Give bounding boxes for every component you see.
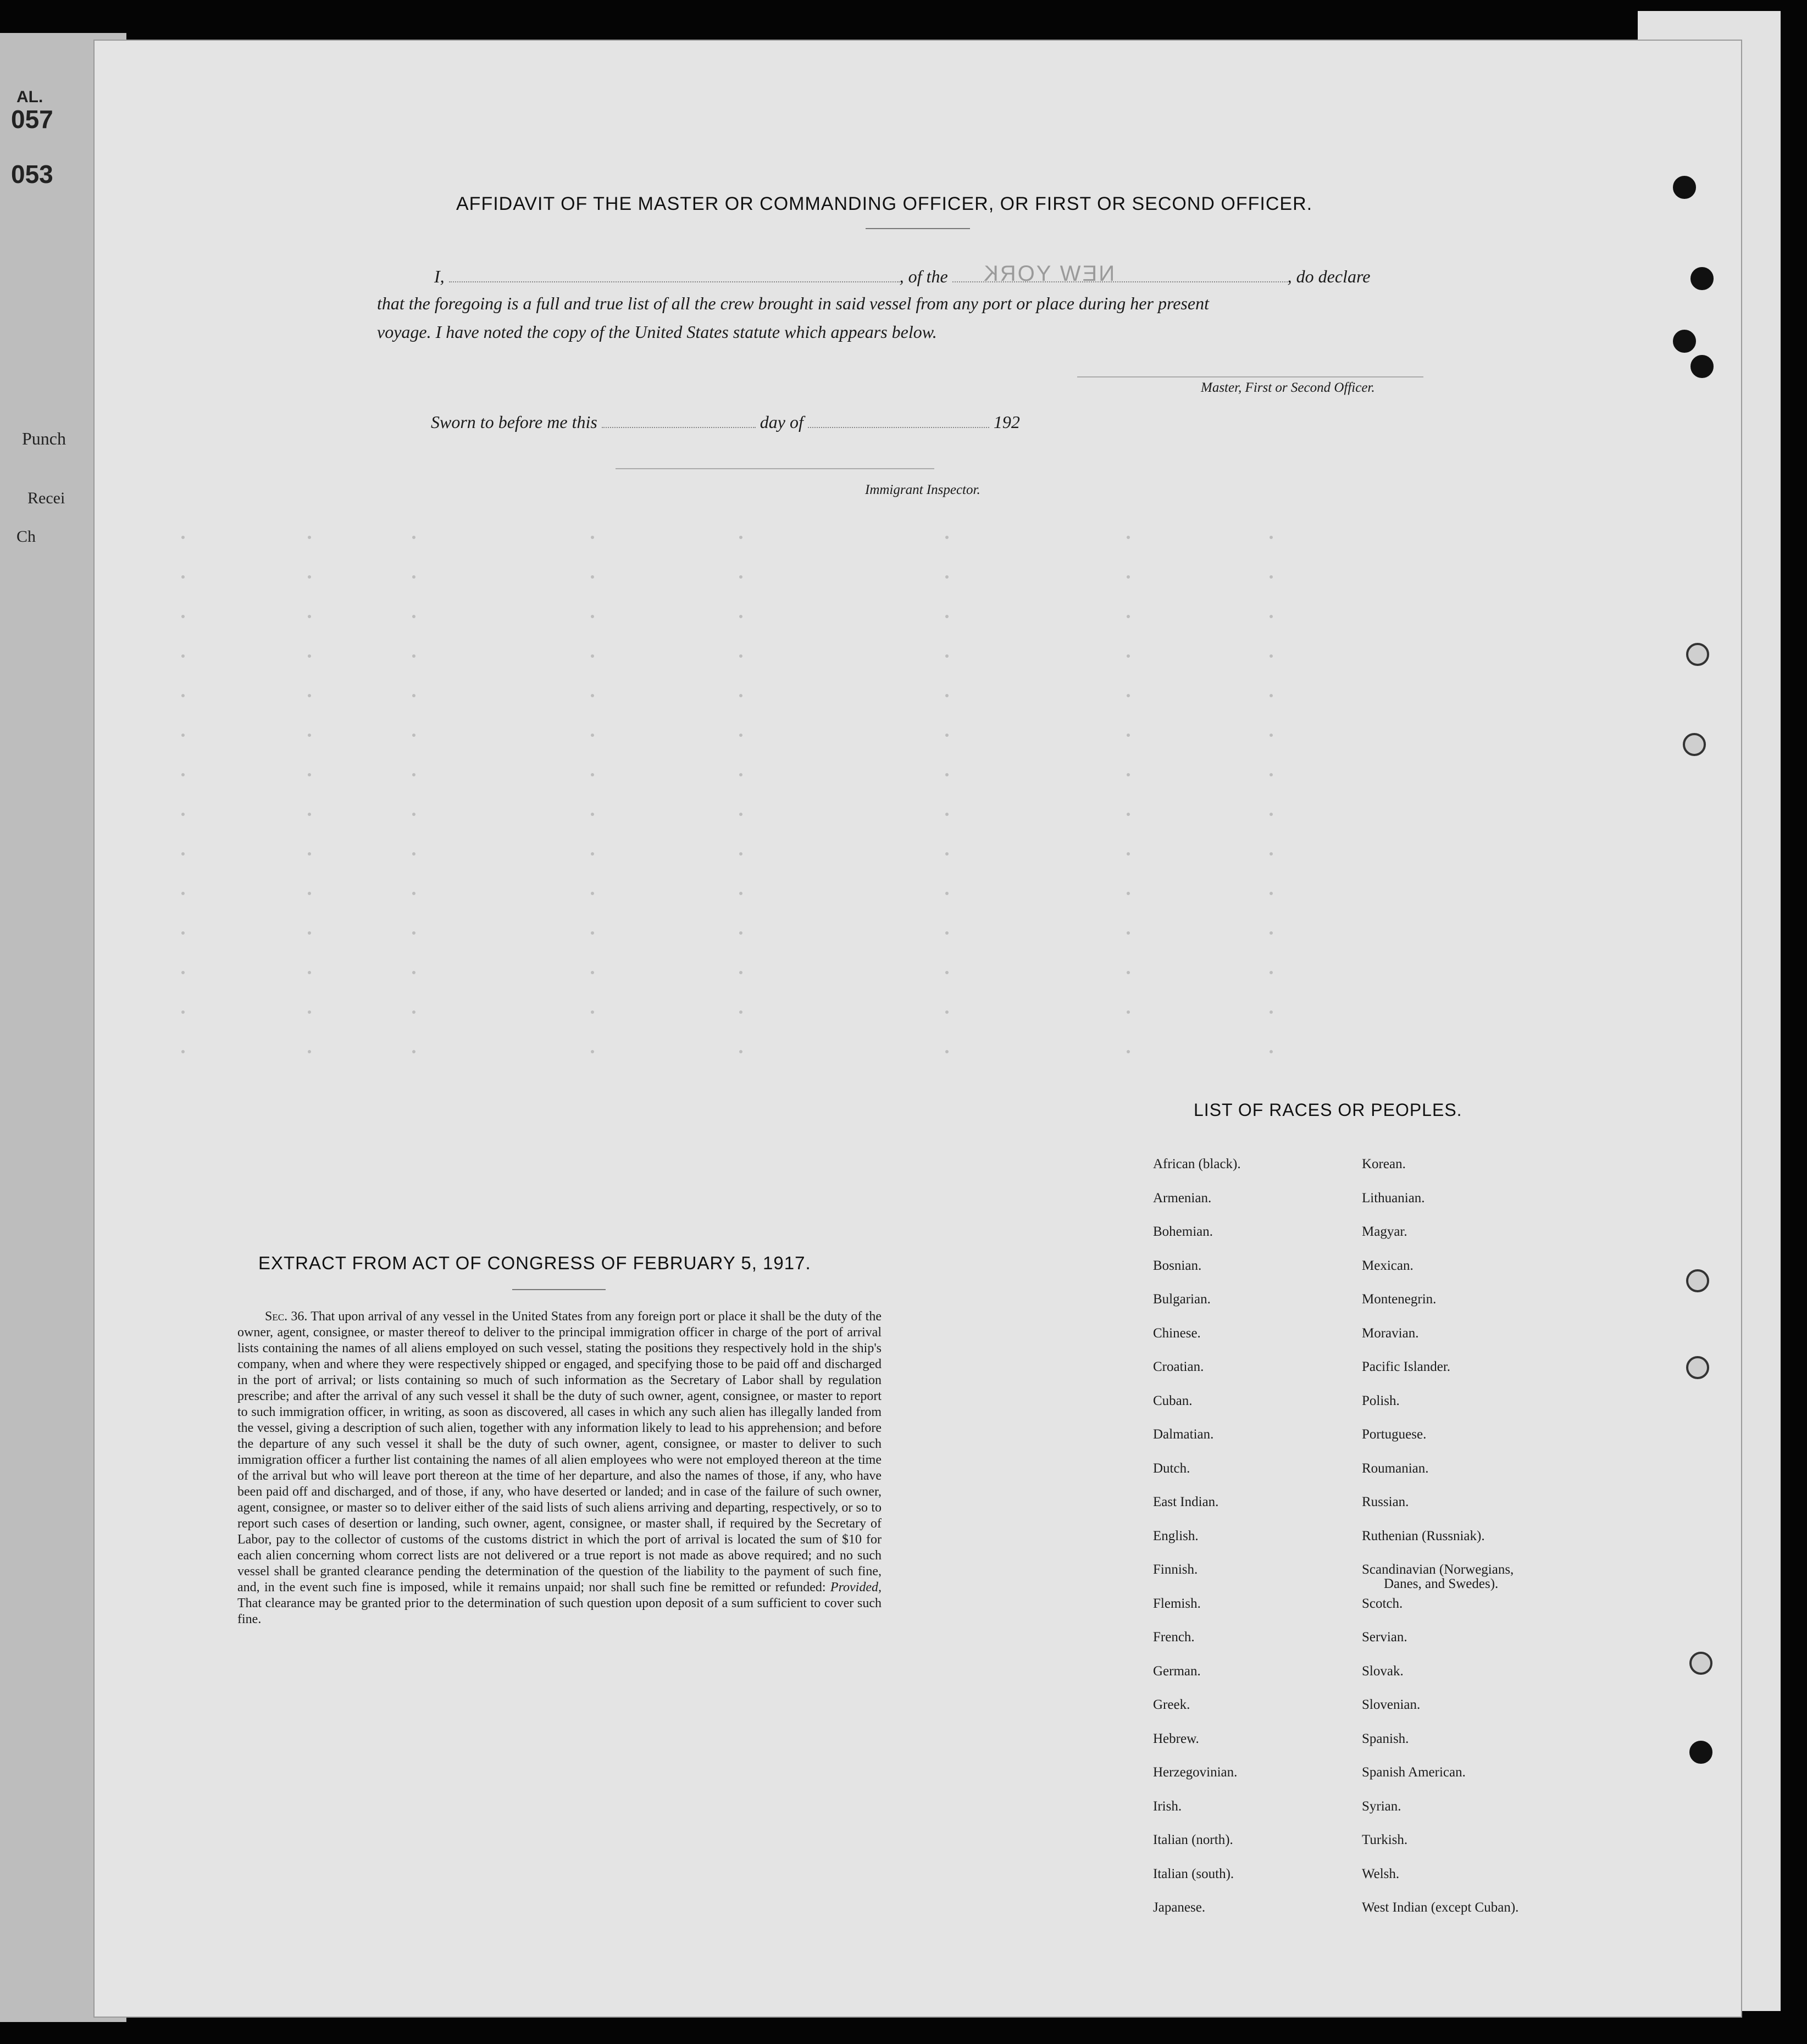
inspector-signature-line[interactable] [616, 468, 934, 469]
bleed-dot [1270, 1050, 1273, 1053]
edge-fragment-2: 057 [11, 105, 53, 134]
edge-fragment-4: Punch [22, 429, 66, 448]
binder-hole-6 [1683, 733, 1706, 756]
bleed-dot [1270, 575, 1273, 579]
bleed-dot [308, 931, 311, 935]
bleed-dot [591, 1010, 594, 1014]
bleed-dot [739, 971, 742, 974]
bleed-dot [1270, 971, 1273, 974]
affidavit-declaration-line [434, 262, 1445, 287]
bleed-dot [1270, 536, 1273, 539]
bleed-dot [1270, 773, 1273, 776]
bleed-dot [739, 654, 742, 658]
bleed-dot [1127, 931, 1130, 935]
binder-hole-9 [1689, 1652, 1712, 1675]
race-item: Chinese. [1153, 1325, 1201, 1341]
bleed-dot [1127, 694, 1130, 697]
race-item: English. [1153, 1528, 1199, 1543]
bleed-dot [739, 536, 742, 539]
binder-hole-3 [1673, 330, 1696, 353]
race-item: Russian. [1362, 1495, 1409, 1509]
bleed-dot [181, 1050, 185, 1053]
race-item: Mexican. [1362, 1258, 1414, 1273]
bleed-dot [181, 734, 185, 737]
race-item: East Indian. [1153, 1495, 1219, 1509]
sworn-line [431, 412, 1090, 432]
bleed-dot [1127, 615, 1130, 618]
master-name-field[interactable] [449, 267, 900, 282]
bleed-dot [945, 615, 949, 618]
race-item: German. [1153, 1663, 1201, 1679]
race-item: Bulgarian. [1153, 1292, 1211, 1307]
bleed-dot [739, 852, 742, 856]
affidavit-do-declare: , do declare [1287, 266, 1371, 286]
races-title: LIST OF RACES OR PEOPLES. [1194, 1100, 1462, 1120]
binder-hole-2 [1690, 267, 1714, 290]
bleed-dot [308, 654, 311, 658]
bleed-dot [945, 852, 949, 856]
bleed-dot [308, 734, 311, 737]
race-item: Montenegrin. [1362, 1292, 1437, 1307]
bleed-dot [412, 615, 415, 618]
bleed-dot [591, 615, 594, 618]
bleed-dot [739, 931, 742, 935]
race-item: Herzegovinian. [1153, 1765, 1238, 1780]
bleed-dot [308, 615, 311, 618]
bleed-dot [739, 1010, 742, 1014]
bleed-dot [181, 813, 185, 816]
bleed-dot [739, 1050, 742, 1053]
race-item: Croatian. [1153, 1359, 1204, 1374]
race-item: Dutch. [1153, 1460, 1190, 1476]
race-item: Servian. [1362, 1630, 1407, 1645]
affidavit-line-2: that the foregoing is a full and true list of all the crew brought in said vessel from any port or place during her present [377, 293, 1209, 313]
extract-title: EXTRACT FROM ACT OF CONGRESS OF FEBRUARY 5, 1917. [258, 1253, 811, 1273]
bleed-dot [945, 575, 949, 579]
inspector-label: Immigrant Inspector. [865, 482, 980, 497]
race-item: Bosnian. [1153, 1258, 1202, 1273]
bleed-dot [181, 773, 185, 776]
bleed-dot [308, 813, 311, 816]
bleed-dot [181, 971, 185, 974]
bleed-dot [1270, 694, 1273, 697]
bleed-dot [412, 1050, 415, 1053]
bleed-dot [945, 1010, 949, 1014]
race-item: Irish. [1153, 1798, 1182, 1814]
bleed-dot [308, 1010, 311, 1014]
affidavit-line-3: voyage. I have noted the copy of the United States statute which appears below. [377, 322, 937, 342]
binder-hole-8 [1686, 1356, 1709, 1379]
bleed-dot [412, 813, 415, 816]
provided-word: Provided, [830, 1580, 882, 1595]
affidavit-i: I, [434, 266, 445, 286]
edge-fragment-3: 053 [11, 160, 53, 188]
vessel-name-bleed: NEW YORK [982, 262, 1115, 286]
bleed-dot [1270, 615, 1273, 618]
bleed-dot [945, 971, 949, 974]
bleed-dot [1270, 1010, 1273, 1014]
bleed-dot [412, 734, 415, 737]
race-item-scandinavian [1362, 1563, 1637, 1597]
races-right-column [1362, 1157, 1637, 1935]
binder-hole-4 [1690, 355, 1714, 378]
race-item: Moravian. [1362, 1325, 1419, 1341]
bleed-dot [1127, 813, 1130, 816]
bleed-dot [412, 852, 415, 856]
bleed-dot [308, 536, 311, 539]
race-item: Magyar. [1362, 1224, 1407, 1239]
race-item: Turkish. [1362, 1832, 1408, 1847]
bleed-dot [1270, 852, 1273, 856]
bleed-dot [1127, 892, 1130, 895]
bleed-dot [1127, 852, 1130, 856]
bleed-dot [945, 931, 949, 935]
bleed-dot [1127, 734, 1130, 737]
race-item: Finnish. [1153, 1562, 1198, 1577]
race-item: Polish. [1362, 1393, 1400, 1408]
race-item: Bohemian. [1153, 1224, 1213, 1239]
section-text-1: That upon arrival of any vessel in the United States from any foreign port or place it shall be the duty of the owner, agent, consignee, or master thereof to deliver to the principal immigration officer in charge of the port of arrival lists containing the names of all aliens employed on such vessel, stating the positions they respectively hold in the ship's company, when and where they were respectively shipped or engaged, and specifying those to be paid off and discharged in the port of arrival; or lists containing so much of such information as the Secretary of Labor shall by regulation prescribe; and after the arrival of any such vessel it shall be the duty of such owner, agent, consignee, or master to report to such immigration officer, in writing, as soon as discovered, all cases in which any such alien has illegally landed from the vessel, giving a description of such alien, together with any information likely to lead to his apprehension; and before the departure of any such vessel it shall be the duty of such owner, agent, consignee, or master to deliver to such immigration officer a further list containing the names of all alien employees who were not employed thereon at the time of the arrival but who will leave port thereon at the time of her departure, and also the names of those, if any, who have been paid off and discharged, and of those, if any, who have deserted or landed; and in case of the failure of such owner, agent, consignee, or master so to deliver either of the said lists of such aliens arriving and departing, respectively, or so to report such cases of desertion or landing, such owner, agent, consignee, or master shall, if required by the Secretary of Labor, pay to the collector of customs of the customs district in which the port of arrival is located the sum of $10 for each alien concerning whom correct lists are not delivered or a true report is not made as above required; and no such vessel shall be granted clearance pending the determination of the question of the liability to the payment of such fine, and, in the event such fine is imposed, while it remains unpaid; nor shall such fine be remitted or refunded: [237, 1309, 882, 1595]
bleed-dot [181, 694, 185, 697]
bleed-dot [739, 813, 742, 816]
bleed-dot [308, 694, 311, 697]
bleed-dot [181, 931, 185, 935]
edge-fragment-5: Recei [27, 489, 65, 507]
bleed-dot [945, 1050, 949, 1053]
sworn-day-field[interactable] [602, 413, 756, 428]
bleed-dot [591, 852, 594, 856]
bleed-dot [591, 694, 594, 697]
race-item: African (black). [1153, 1157, 1241, 1171]
bleed-dot [945, 694, 949, 697]
race-item: French. [1153, 1630, 1195, 1645]
bleed-dot [412, 971, 415, 974]
bleed-dot [1127, 1050, 1130, 1053]
bleed-dot [308, 892, 311, 895]
race-item: Japanese. [1153, 1900, 1206, 1915]
binder-hole-7 [1686, 1269, 1709, 1292]
bleed-dot [181, 575, 185, 579]
binder-hole-5 [1686, 643, 1709, 666]
bleed-dot [181, 852, 185, 856]
bleed-dot [739, 694, 742, 697]
bleed-dot [945, 813, 949, 816]
bleed-dot [308, 773, 311, 776]
sworn-prefix: Sworn to before me this [431, 412, 597, 432]
bleed-dot [308, 575, 311, 579]
bleed-dot [1270, 654, 1273, 658]
sworn-month-field[interactable] [808, 413, 989, 428]
race-item: Flemish. [1153, 1596, 1201, 1611]
edge-fragment-6: Ch [16, 527, 36, 546]
race-item: Korean. [1362, 1157, 1406, 1171]
bleed-dot [181, 654, 185, 658]
bleed-dot [945, 734, 949, 737]
race-item: Slovenian. [1362, 1697, 1421, 1712]
bleed-dot [1270, 892, 1273, 895]
race-item: Italian (south). [1153, 1866, 1234, 1881]
bleed-dot [591, 1050, 594, 1053]
race-item: Pacific Islander. [1362, 1359, 1451, 1374]
race-item: Greek. [1153, 1697, 1190, 1712]
race-item: Armenian. [1153, 1190, 1212, 1206]
bleed-dot [1127, 575, 1130, 579]
affidavit-title-rule [866, 228, 970, 229]
race-item: West Indian (except Cuban). [1362, 1900, 1519, 1915]
bleed-dot [308, 1050, 311, 1053]
binder-hole-1 [1673, 176, 1696, 199]
bleed-dot [1270, 813, 1273, 816]
race-item: Lithuanian. [1362, 1190, 1425, 1206]
race-item: Portuguese. [1362, 1427, 1427, 1442]
sworn-day-of: day of [760, 412, 803, 432]
section-text-2: That clearance may be granted prior to the determination of such question upon deposit of a sum sufficient to cover such fine. [237, 1596, 882, 1626]
bleed-dot [412, 694, 415, 697]
bleed-dot [1127, 773, 1130, 776]
bleed-dot [412, 536, 415, 539]
bleed-dot [308, 852, 311, 856]
race-item: Spanish American. [1362, 1765, 1466, 1780]
bleed-dot [1270, 931, 1273, 935]
bleed-dot [739, 575, 742, 579]
bleed-dot [181, 1010, 185, 1014]
bleed-dot [591, 734, 594, 737]
bleed-dot [739, 892, 742, 895]
bleed-dot [1127, 536, 1130, 539]
race-item: Welsh. [1362, 1866, 1400, 1881]
bleed-dot [945, 536, 949, 539]
race-item: Slovak. [1362, 1663, 1404, 1679]
bleed-dot [591, 971, 594, 974]
bleed-dot [1270, 734, 1273, 737]
bleed-dot [412, 1010, 415, 1014]
bleed-dot [181, 892, 185, 895]
bleed-dot [591, 892, 594, 895]
race-item: Spanish. [1362, 1731, 1409, 1746]
bleed-dot [181, 536, 185, 539]
extract-title-rule [512, 1289, 606, 1290]
race-item: Cuban. [1153, 1393, 1193, 1408]
bleed-dot [412, 892, 415, 895]
vessel-name-field[interactable] [952, 262, 1288, 286]
bleed-dot [591, 575, 594, 579]
race-item: Dalmatian. [1153, 1427, 1214, 1442]
affidavit-title: AFFIDAVIT OF THE MASTER OR COMMANDING OFFICER, OR FIRST OR SECOND OFFICER. [456, 193, 1313, 214]
race-item: Italian (north). [1153, 1832, 1233, 1847]
extract-body [237, 1309, 882, 1628]
bleed-dot [945, 892, 949, 895]
bleed-dot [739, 734, 742, 737]
race-item: Scotch. [1362, 1596, 1403, 1611]
race-item: Roumanian. [1362, 1460, 1429, 1476]
race-item: Hebrew. [1153, 1731, 1199, 1746]
bleed-dot [945, 773, 949, 776]
binder-hole-10 [1689, 1741, 1712, 1764]
race-item: Ruthenian (Russniak). [1362, 1528, 1485, 1543]
signature-label: Master, First or Second Officer. [1201, 380, 1375, 395]
races-left-column [1153, 1157, 1384, 1935]
section-label: Sec. 36. [265, 1309, 308, 1324]
bleed-dot [412, 773, 415, 776]
bleed-dot [412, 931, 415, 935]
bleed-dot [1127, 971, 1130, 974]
bleed-dot [412, 575, 415, 579]
bleed-dot [308, 971, 311, 974]
bleed-dot [945, 654, 949, 658]
bleed-dot [1127, 654, 1130, 658]
affidavit-of-the: , of the [899, 266, 948, 286]
race-item: Syrian. [1362, 1798, 1401, 1814]
bleed-dot [591, 813, 594, 816]
bleed-dot [591, 536, 594, 539]
bleed-dot [412, 654, 415, 658]
race-item-scandinavian-line1: Scandinavian (Norwegians, [1362, 1562, 1514, 1577]
bleed-dot [591, 773, 594, 776]
bleed-dot [1127, 1010, 1130, 1014]
signature-line[interactable] [1077, 376, 1423, 377]
edge-fragment-1: AL. [16, 88, 43, 106]
bleed-dot [181, 615, 185, 618]
bleed-dot [739, 615, 742, 618]
race-item-scandinavian-line2: Danes, and Swedes). [1384, 1576, 1499, 1591]
bleed-dot [591, 931, 594, 935]
sworn-year: 192 [993, 412, 1020, 432]
bleed-dot [591, 654, 594, 658]
bleed-dot [739, 773, 742, 776]
